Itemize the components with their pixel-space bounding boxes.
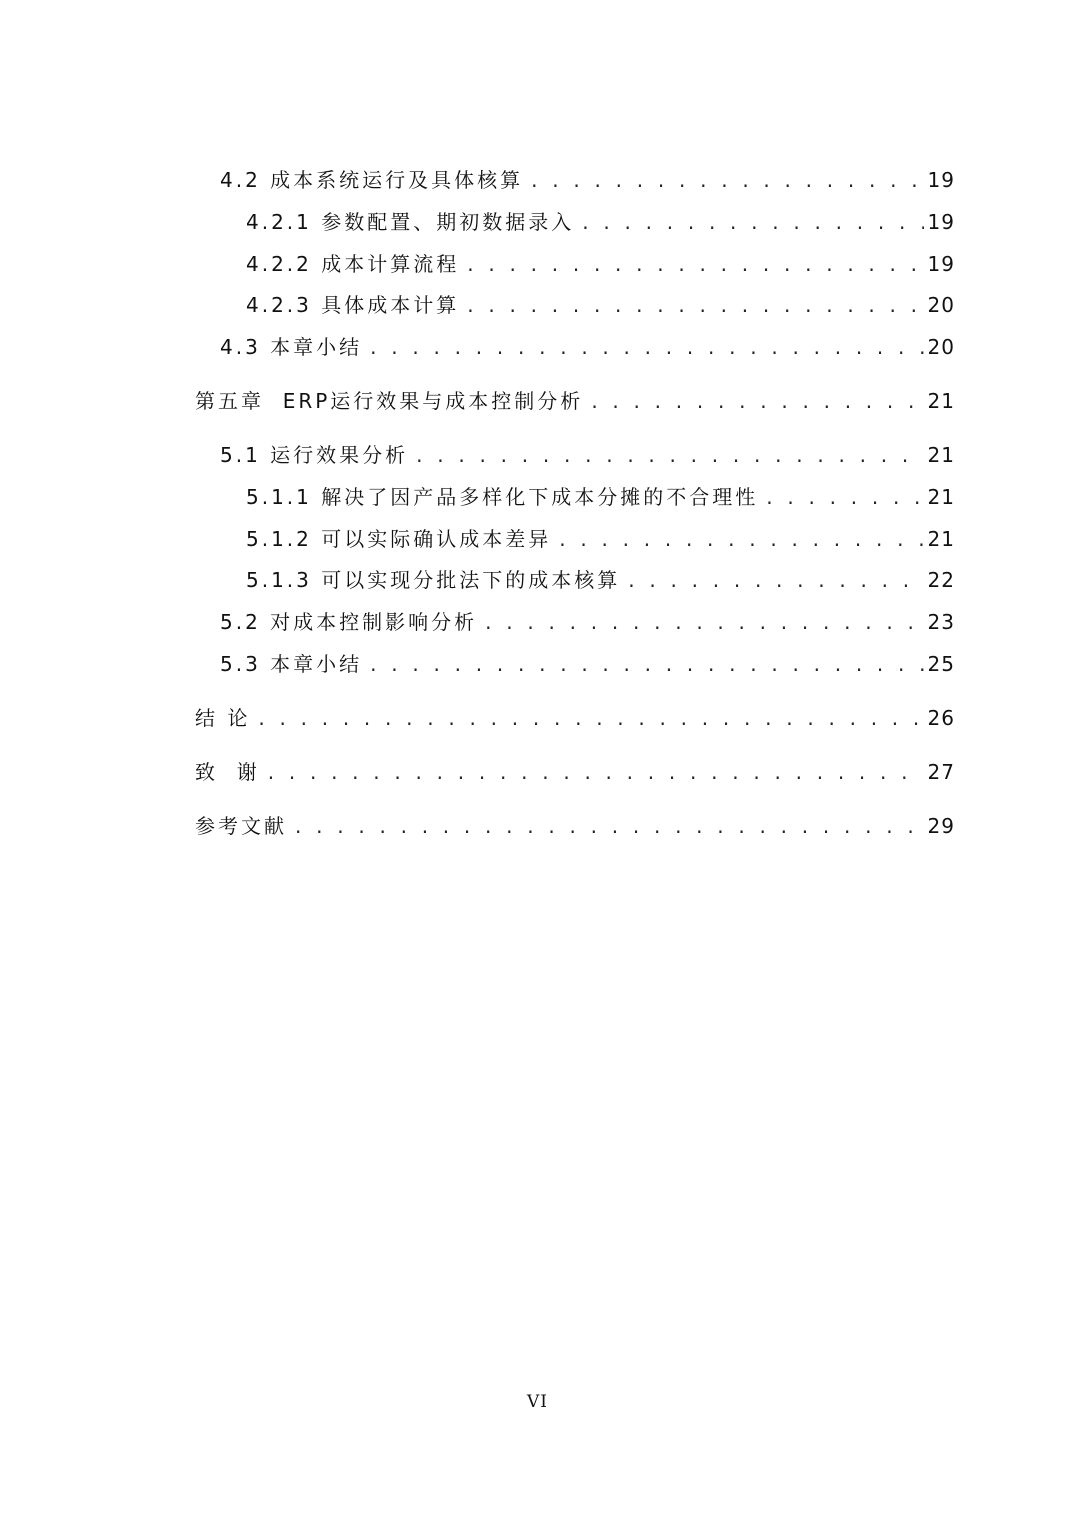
toc-page-number: 29 [927,814,955,838]
toc-entry-5-1-1[interactable] [246,482,955,512]
toc-dot-leader [467,249,923,279]
toc-entry-label: 4.2.1 参数配置、期初数据录入 [246,210,575,234]
toc-entry-label: 参考文献 [195,814,287,838]
toc-entry-5-1-3[interactable] [246,565,955,595]
toc-page-number: 21 [927,389,955,413]
toc-entry-4-2-3[interactable] [246,290,955,320]
toc-entry-label: 结 论 [195,706,251,730]
toc-page-number: 25 [927,652,955,676]
footer-page-number: VI [527,1392,548,1412]
toc-entry-label: 致 谢 [195,760,260,784]
toc-entry-label: 5.1 运行效果分析 [220,443,409,467]
toc-entry-label: 5.3 本章小结 [220,652,363,676]
toc-dot-leader [591,386,923,416]
toc-entry-4-2[interactable] [220,165,955,195]
toc-page-number: 22 [927,568,955,592]
toc-page-number: 23 [927,610,955,634]
toc-page-number: 19 [927,210,955,234]
toc-entry-label: 5.1.2 可以实际确认成本差异 [246,527,552,551]
toc-entry-5-2[interactable] [220,607,955,637]
toc-page-number: 21 [927,485,955,509]
toc-entry-label: 4.2.3 具体成本计算 [246,293,460,317]
toc-dot-leader [485,607,923,637]
toc-page-number: 21 [927,527,955,551]
toc-entry-label: 5.1.3 可以实现分批法下的成本核算 [246,568,621,592]
toc-dot-leader [295,811,924,841]
toc-dot-leader [467,290,923,320]
toc-page-number: 21 [927,443,955,467]
toc-entry-4-2-2[interactable] [246,249,955,279]
toc-page-number: 19 [927,168,955,192]
toc-entry-label: 5.2 对成本控制影响分析 [220,610,478,634]
toc-dot-leader [370,649,923,679]
toc-entry-label: 4.3 本章小结 [220,335,363,359]
toc-entry-5-1-2[interactable] [246,524,955,554]
toc-page-number: 19 [927,252,955,276]
toc-entry-acknowledgements[interactable] [195,757,955,787]
toc-entry-chapter-5[interactable] [195,386,955,416]
toc-dot-leader [258,703,923,733]
toc-entry-label: 4.2.2 成本计算流程 [246,252,460,276]
toc-entry-5-3[interactable] [220,649,955,679]
toc-page-number: 27 [927,760,955,784]
toc-dot-leader [766,482,923,512]
toc-dot-leader [268,757,924,787]
toc-dot-leader [531,165,923,195]
toc-entry-4-3[interactable] [220,332,955,362]
toc-dot-leader [370,332,923,362]
toc-dot-leader [582,207,923,237]
toc-dot-leader [559,524,923,554]
toc-entry-conclusion[interactable] [195,703,955,733]
toc-page-number: 26 [927,706,955,730]
toc-entry-references[interactable] [195,811,955,841]
toc-entry-4-2-1[interactable] [246,207,955,237]
toc-dot-leader [416,440,923,470]
toc-page-number: 20 [927,293,955,317]
toc-page-number: 20 [927,335,955,359]
toc-entry-label: 4.2 成本系统运行及具体核算 [220,168,524,192]
toc-entry-label: 第五章 ERP运行效果与成本控制分析 [195,389,584,413]
toc-entry-label: 5.1.1 解决了因产品多样化下成本分摊的不合理性 [246,485,759,509]
toc-dot-leader [628,565,923,595]
toc-entry-5-1[interactable] [220,440,955,470]
